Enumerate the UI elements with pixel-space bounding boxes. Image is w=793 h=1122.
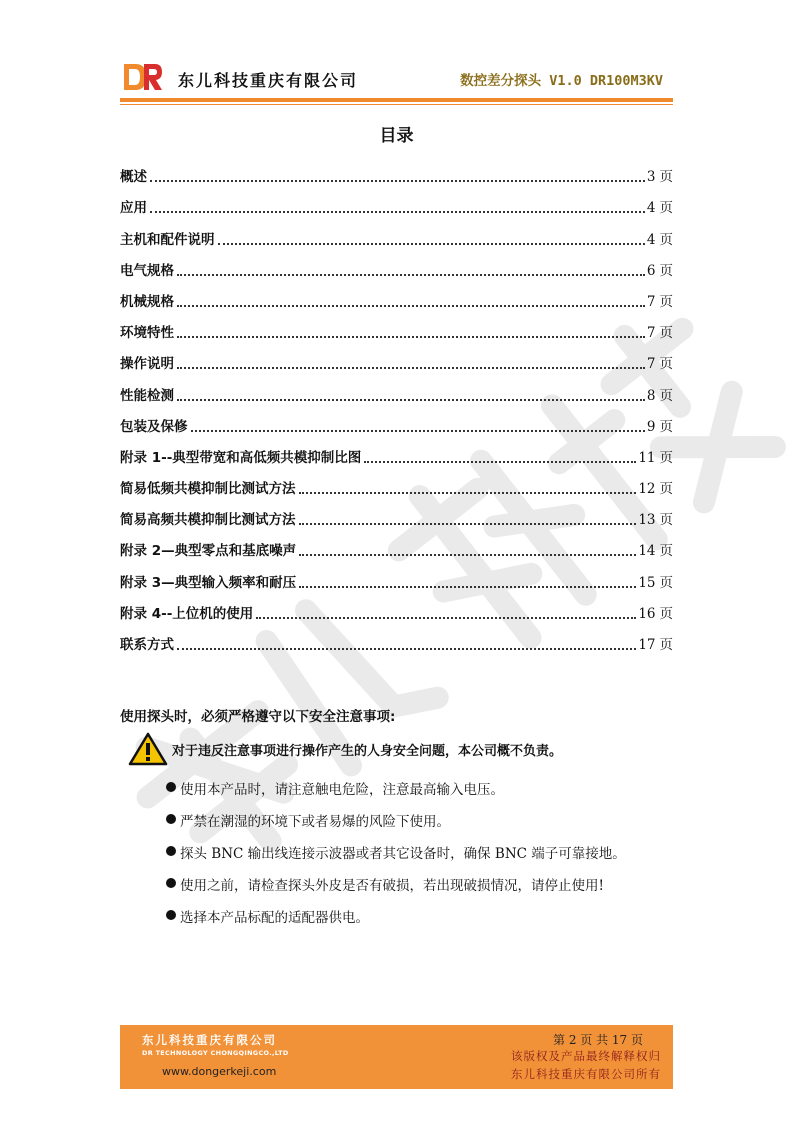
toc-entry-label: 主机和配件说明 (120, 231, 215, 248)
list-item: 使用本产品时，请注意触电危险，注意最高输入电压。 (166, 778, 626, 810)
toc-leader-dots (299, 522, 637, 525)
toc-entry-label: 简易低频共模抑制比测试方法 (120, 481, 296, 498)
footer-company-en: DR TECHNOLOGY CHONGQINGCO.,LTD (142, 1049, 289, 1057)
toc-entry-page: 4 页 (646, 231, 673, 248)
toc-entry[interactable] (120, 155, 673, 186)
toc-entry[interactable] (120, 373, 673, 404)
toc-entry-label: 附录 3—典型输入频率和耐压 (120, 574, 297, 591)
header-company-name: 东儿科技重庆有限公司 (178, 71, 359, 90)
toc-leader-dots (177, 398, 645, 401)
bullet-icon (166, 814, 176, 824)
toc-leader-dots (177, 647, 636, 650)
toc-leader-dots (299, 585, 636, 588)
safety-notes (166, 778, 626, 938)
company-logo (120, 60, 164, 94)
toc-entry-page: 14 页 (638, 543, 673, 560)
toc-entry-label: 应用 (120, 200, 147, 217)
svg-text:东儿科技: 东儿科技 (394, 640, 398, 641)
toc-entry[interactable] (120, 498, 673, 529)
toc-entry[interactable] (120, 249, 673, 280)
toc-entry-page: 13 页 (638, 512, 673, 529)
toc-leader-dots (218, 242, 645, 245)
toc-entry[interactable] (120, 342, 673, 373)
toc-entry[interactable] (120, 405, 673, 436)
toc-entry[interactable] (120, 217, 673, 248)
toc-leader-dots (177, 304, 645, 307)
list-item: 探头 BNC 输出线连接示波器或者其它设备时，确保 BNC 端子可靠接地。 (166, 842, 626, 874)
table-of-contents (120, 155, 673, 654)
toc-entry-page: 11 页 (638, 449, 673, 466)
toc-entry-label: 操作说明 (120, 356, 174, 373)
toc-leader-dots (177, 366, 645, 369)
toc-entry[interactable] (120, 592, 673, 623)
bullet-icon (166, 910, 176, 920)
toc-entry[interactable] (120, 560, 673, 591)
toc-entry-label: 性能检测 (120, 387, 174, 404)
list-item: 严禁在潮湿的环境下或者易爆的风险下使用。 (166, 810, 626, 842)
bullet-icon (166, 782, 176, 792)
bullet-icon (166, 846, 176, 856)
footer-copyright-line1: 该版权及产品最终解释权归 (511, 1049, 661, 1063)
safety-warning (128, 732, 562, 766)
toc-entry-page: 15 页 (638, 574, 673, 591)
toc-entry-page: 7 页 (646, 325, 673, 342)
toc-entry-page: 7 页 (646, 356, 673, 373)
toc-entry[interactable] (120, 186, 673, 217)
toc-entry[interactable] (120, 467, 673, 498)
toc-leader-dots (150, 179, 645, 182)
safety-heading: 使用探头时，必须严格遵守以下安全注意事项: (120, 709, 396, 725)
toc-entry-label: 机械规格 (120, 293, 174, 310)
toc-entry-page: 4 页 (646, 200, 673, 217)
toc-entry-page: 7 页 (646, 293, 673, 310)
toc-entry[interactable] (120, 529, 673, 560)
toc-entry-label: 简易高频共模抑制比测试方法 (120, 512, 296, 529)
header-divider-thin (120, 104, 673, 105)
toc-leader-dots (177, 273, 645, 276)
toc-entry-label: 环境特性 (120, 325, 174, 342)
header-divider (120, 98, 673, 102)
footer-company-cn: 东儿科技重庆有限公司 (142, 1033, 277, 1047)
toc-entry-page: 12 页 (638, 481, 673, 498)
footer-copyright-line2: 东儿科技重庆有限公司所有 (511, 1067, 661, 1081)
list-item: 选择本产品标配的适配器供电。 (166, 906, 626, 938)
toc-entry-label: 附录 4--上位机的使用 (120, 605, 254, 622)
toc-entry-label: 联系方式 (120, 637, 174, 653)
toc-title: 目录 (379, 126, 414, 146)
toc-entry-page: 3 页 (646, 169, 673, 186)
toc-entry-page: 17 页 (638, 637, 673, 653)
toc-leader-dots (256, 616, 636, 619)
toc-entry-page: 16 页 (638, 605, 673, 622)
toc-entry-label: 包装及保修 (120, 418, 188, 435)
toc-entry-page: 6 页 (646, 262, 673, 279)
page-header (120, 58, 673, 100)
toc-entry-page: 9 页 (646, 418, 673, 435)
toc-entry-label: 附录 1--典型带宽和高低频共模抑制比图 (120, 449, 362, 466)
toc-leader-dots (150, 210, 645, 213)
bullet-icon (166, 878, 176, 888)
toc-leader-dots (299, 491, 637, 494)
page-footer (120, 1025, 673, 1089)
toc-leader-dots (177, 335, 645, 338)
toc-entry-label: 概述 (120, 169, 147, 186)
toc-entry-page: 8 页 (646, 387, 673, 404)
toc-leader-dots (299, 553, 636, 556)
warning-text: 对于违反注意事项进行操作产生的人身安全问题，本公司概不负责。 (172, 743, 563, 759)
footer-website-link[interactable]: www.dongerkeji.com (162, 1065, 277, 1078)
list-item: 使用之前，请检查探头外皮是否有破损，若出现破损情况，请停止使用! (166, 874, 626, 906)
toc-entry[interactable] (120, 280, 673, 311)
toc-entry[interactable] (120, 311, 673, 342)
toc-entry-label: 电气规格 (120, 262, 174, 279)
toc-entry[interactable] (120, 436, 673, 467)
toc-leader-dots (191, 429, 645, 432)
warning-triangle-icon (128, 732, 168, 766)
toc-leader-dots (364, 460, 636, 463)
header-product-name: 数控差分探头 V1.0 DR100M3KV (460, 73, 663, 89)
toc-entry-label: 附录 2—典型零点和基底噪声 (120, 543, 297, 560)
toc-entry[interactable] (120, 623, 673, 654)
footer-page-number: 第 2 页 共 17 页 (553, 1033, 643, 1047)
